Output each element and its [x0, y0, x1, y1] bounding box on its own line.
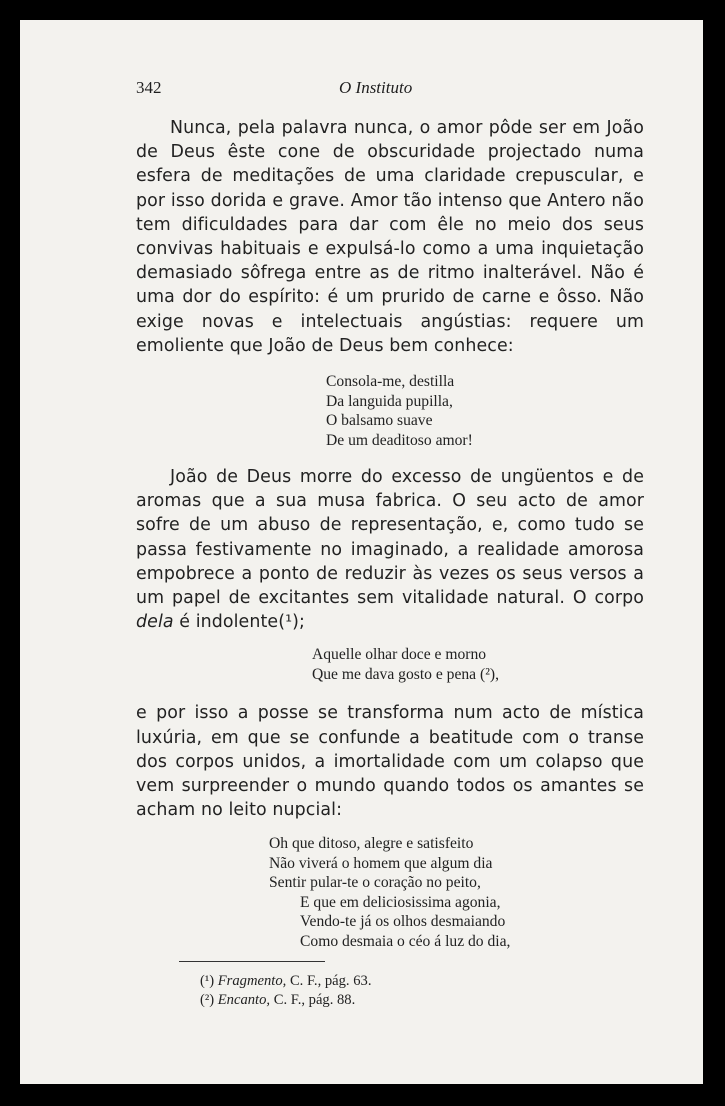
footnote-divider [179, 961, 325, 962]
running-title: O Instituto [339, 78, 413, 97]
poem-3-line: Sentir pular-te o coração no peito, [269, 874, 481, 892]
poem-3-line-indented: E que em deliciosissima agonia, [300, 893, 501, 911]
paragraph-1 [136, 116, 644, 358]
poem-3-line: Oh que ditoso, alegre e satisfeito [269, 835, 474, 853]
book-page [20, 20, 703, 1084]
poem-3-line: Não viverá o homem que algum dia [269, 854, 493, 872]
footnote-title: Encanto, [217, 991, 271, 1008]
poem-2-line-2-end: , [495, 665, 499, 683]
poem-1 [326, 372, 644, 450]
footnote-ref-1: (¹) [278, 612, 300, 633]
emphasis-dela: dela [136, 612, 174, 633]
poem-2-line-2-text: Que me dava gosto e pena [312, 665, 477, 683]
paragraph-2-text: João de Deus morre do excesso de ungüentos e de aromas que a sua musa fabrica. O seu acto de amor sofre de um abuso de representação, e, como tudo se passa festivamente no imaginado, a realidade amorosa empobrece a ponto de reduzir às vezes os seus versos a um papel de excitantes sem vitalidade natural. O corpo [136, 467, 644, 609]
poem-1-line: Da languida pupilla, [326, 392, 453, 410]
poem-1-line: De um deaditoso amor! [326, 431, 473, 449]
footnote-title: Fragmento, [217, 973, 287, 990]
paragraph-2-text-after: é indolente [173, 612, 279, 633]
footnote-source: C. F., pág. 63. [289, 973, 372, 990]
poem-3-line-indented: Como desmaia o céo á luz do dia, [300, 932, 511, 950]
footnote-mark: (¹) [200, 973, 215, 990]
page-body [136, 116, 644, 1009]
page-header [136, 78, 644, 102]
paragraph-3 [136, 701, 644, 822]
poem-2-line [312, 665, 644, 685]
paragraph-2-end: ; [299, 612, 306, 633]
poem-2 [312, 645, 644, 684]
footnote-mark: (²) [200, 991, 215, 1008]
poem-3-line-indented: Vendo-te já os olhos desmaiando [300, 913, 506, 931]
footnote-1 [200, 972, 644, 991]
page-number: 342 [136, 78, 162, 97]
poem-3 [269, 834, 644, 951]
footnote-source: C. F., pág. 88. [273, 991, 356, 1008]
paragraph-3-text: e por isso a posse se transforma num acto de mística luxúria, em que se confunde a beatitude com o transe dos corpos unidos, a imortalidade com um colapso que vem surpreender o mundo quando todos os amantes se acham no leito nupcial: [136, 703, 644, 821]
paragraph-2 [136, 465, 644, 634]
paragraph-1-text: Nunca, pela palavra nunca, o amor pôde ser em João de Deus êste cone de obscuridade projectado numa esfera de meditações de uma claridade crepuscular, e por isso dorida e grave. Amor tão intenso que Antero não tem dificuldades para dar com êle no meio dos seus convivas habituais e expulsá-lo como a uma inquietação demasiado sôfrega entre as de ritmo inalterável. Não é uma dor do espírito: é um prurido de carne e ôsso. Não exige novas e intelectuais angústias: requere um emoliente que João de Deus bem conhece: [136, 118, 644, 356]
poem-2-line: Aquelle olhar doce e morno [312, 646, 487, 664]
footnotes [200, 972, 644, 1009]
poem-1-line: Consola-me, destilla [326, 373, 455, 391]
footnote-ref-2: (²) [480, 665, 496, 683]
poem-1-line: O balsamo suave [326, 412, 433, 430]
footnote-2 [200, 991, 644, 1010]
